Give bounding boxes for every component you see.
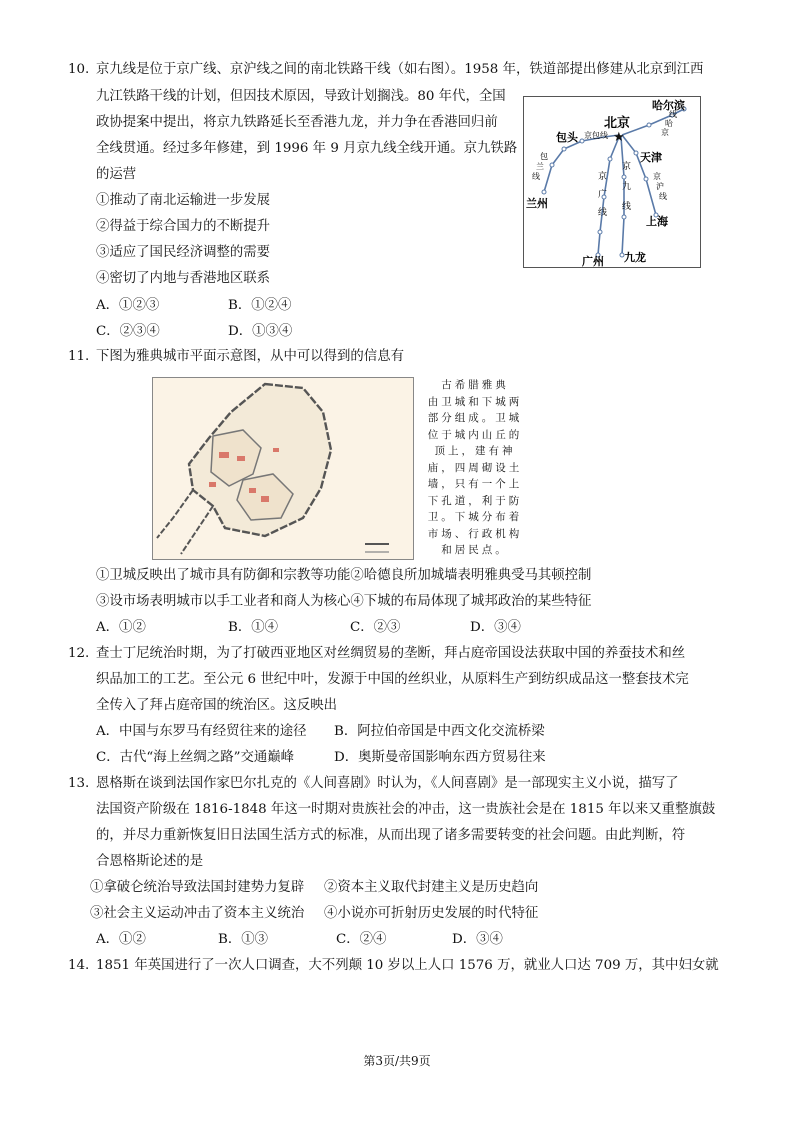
q10-option-b[interactable]: B．①②④ bbox=[228, 298, 292, 313]
athens-note: 由卫城和下城两 bbox=[427, 395, 523, 408]
label-jingguang-line: 线 bbox=[598, 208, 608, 218]
label-baolan-line: 兰 bbox=[536, 162, 544, 171]
label-baolan-line: 包 bbox=[540, 152, 548, 161]
q12-option-d[interactable]: D．奥斯曼帝国影响东西方贸易往来 bbox=[334, 750, 546, 765]
athens-note: 墙，只有一个上 bbox=[427, 478, 523, 490]
label-shanghai: 上海 bbox=[646, 215, 668, 228]
athens-note: 部分组成。卫城 bbox=[427, 412, 523, 424]
beijing-star: ★ bbox=[613, 130, 625, 145]
label-jingjiu-line: 京 bbox=[622, 162, 632, 172]
athens-note: 庙，四周砌设土 bbox=[427, 461, 523, 474]
label-jingha-line: 京 bbox=[661, 128, 669, 137]
q11-option-d[interactable]: D．③④ bbox=[470, 620, 521, 635]
label-beijing: 北京 bbox=[604, 116, 631, 131]
question-number: 13. bbox=[68, 776, 90, 791]
label-jiulong: 九龙 bbox=[624, 251, 646, 264]
q13-stem-line: 法国资产阶级在 1816-1848 年这一时期对贵族社会的冲击，这一贵族社会是在 1815 年以来又重整旗鼓 bbox=[96, 802, 716, 817]
label-jingjiu-line: 九 bbox=[622, 182, 632, 192]
q10-option-a[interactable]: A．①②③ bbox=[96, 298, 160, 313]
athens-note: 卫。下城分布着 bbox=[427, 511, 523, 523]
label-jingguang-line: 广 bbox=[598, 190, 608, 200]
q12-option-b[interactable]: B．阿拉伯帝国是中西文化交流桥梁 bbox=[334, 724, 545, 739]
q12-option-c[interactable]: C．古代“海上丝绸之路”交通巅峰 bbox=[96, 750, 295, 765]
q12-stem-line: 织品加工的工艺。至公元 6 世纪中叶，发源于中国的丝织业，从原料生产到纺织成品这一整套技术完 bbox=[96, 672, 689, 687]
q12-stem-line: 查士丁尼统治时期，为了打破西亚地区对丝绸贸易的垄断，拜占庭帝国设法获取中国的养蚕技术和丝 bbox=[96, 646, 686, 661]
q11-option-a[interactable]: A．①② bbox=[96, 620, 146, 635]
athens-note: 顶上，建有神 bbox=[434, 445, 516, 457]
label-jingha-line: 哈 bbox=[665, 119, 673, 128]
q12-option-a[interactable]: A．中国与东罗马有经贸往来的途径 bbox=[96, 724, 307, 739]
q10-item: ④密切了内地与香港地区联系 bbox=[96, 271, 271, 286]
q10-stem-line: 九江铁路干线的计划，但因技术原因，导致计划搁浅。80 年代，全国 bbox=[96, 89, 506, 104]
q11-item: ③设市场表明城市以手工业者和商人为核心④下城的布局体现了城邦政治的某些特征 bbox=[96, 594, 592, 609]
question-number: 12. bbox=[68, 646, 90, 661]
question-number: 11. bbox=[68, 349, 90, 364]
q13-stem-line: 的，并尽力重新恢复旧日法国生活方式的标准，从而出现了诸多需要转变的社会问题。由此判断，符 bbox=[96, 828, 686, 843]
q10-item: ③适应了国民经济调整的需要 bbox=[96, 245, 271, 260]
label-jingguang-line: 京 bbox=[598, 172, 608, 182]
q14-stem-line: 1851 年英国进行了一次人口调查，大不列颠 10 岁以上人口 1576 万，就业人口达 709 万，其中妇女就 bbox=[96, 958, 719, 973]
q11-option-c[interactable]: C．②③ bbox=[350, 620, 401, 635]
railway-map bbox=[523, 96, 701, 268]
q10-item: ①推动了南北运输进一步发展 bbox=[96, 193, 271, 208]
q10-option-c[interactable]: C．②③④ bbox=[96, 324, 160, 339]
q10-stem-line: 的运营 bbox=[96, 167, 137, 182]
q10-stem-line: 全线贯通。经过多年修建，到 1996 年 9 月京九线全线开通。京九铁路 bbox=[96, 141, 518, 156]
label-tianjin: 天津 bbox=[640, 151, 662, 164]
label-guangzhou: 广州 bbox=[582, 255, 604, 267]
label-jinghu-line: 沪 bbox=[656, 182, 664, 191]
q13-option-a[interactable]: A．①② bbox=[96, 932, 146, 947]
label-jingjiu-line: 线 bbox=[622, 202, 632, 212]
q12-stem-line: 全传入了拜占庭帝国的统治区。这反映出 bbox=[96, 698, 338, 713]
label-jinghu-line: 京 bbox=[653, 172, 661, 181]
q11-option-b[interactable]: B．①④ bbox=[228, 620, 279, 635]
q11-stem: 下图为雅典城市平面示意图，从中可以得到的信息有 bbox=[96, 349, 404, 364]
q13-stem-line: 恩格斯在谈到法国作家巴尔扎克的《人间喜剧》时认为，《人间喜剧》是一部现实主义小说，描写了 bbox=[96, 776, 679, 791]
question-number: 10. bbox=[68, 62, 90, 77]
q11-item: ①卫城反映出了城市具有防御和宗教等功能②哈德良所加城墙表明雅典受马其顿控制 bbox=[96, 568, 592, 583]
q13-option-c[interactable]: C．②④ bbox=[336, 932, 387, 947]
label-baolan-line: 线 bbox=[532, 172, 540, 181]
label-jinghu-line: 线 bbox=[659, 192, 667, 201]
q10-stem-line: 京九线是位于京广线、京沪线之间的南北铁路干线（如右图）。1958 年，铁道部提出修建从北京到江西 bbox=[96, 62, 704, 77]
q10-stem-line: 政协提案中提出，将京九铁路延长至香港九龙，并力争在香港回归前 bbox=[96, 115, 498, 130]
q13-option-b[interactable]: B．①③ bbox=[218, 932, 269, 947]
q10-item: ②得益于综合国力的不断提升 bbox=[96, 219, 271, 234]
label-baotou: 包头 bbox=[556, 131, 578, 144]
q13-item: ③社会主义运动冲击了资本主义统治 bbox=[90, 906, 305, 921]
athens-city-plan-map bbox=[152, 377, 414, 560]
label-harbin: 哈尔滨 bbox=[652, 99, 685, 112]
q10-option-d[interactable]: D．①③④ bbox=[228, 324, 293, 339]
athens-note: 市场、行政机构 bbox=[427, 527, 523, 540]
label-lanzhou: 兰州 bbox=[526, 197, 548, 210]
athens-note: 下孔道，利于防 bbox=[427, 494, 523, 507]
athens-note: 和居民点。 bbox=[441, 544, 509, 556]
q13-option-d[interactable]: D．③④ bbox=[452, 932, 503, 947]
label-jingha-line: 线 bbox=[669, 110, 677, 119]
q13-stem-line: 合恩格斯论述的是 bbox=[96, 854, 204, 869]
q13-item: ②资本主义取代封建主义是历史趋向 bbox=[324, 880, 539, 895]
question-number: 14. bbox=[68, 958, 90, 973]
athens-note: 位于城内山丘的 bbox=[427, 428, 523, 441]
label-jingbao: 京包线 bbox=[584, 131, 608, 140]
athens-note: 古希腊雅典 bbox=[441, 379, 509, 391]
page-footer: 第3页/共9页 bbox=[363, 1054, 431, 1068]
q13-item: ①拿破仑统治导致法国封建势力复辟 bbox=[90, 880, 305, 895]
q13-item: ④小说亦可折射历史发展的时代特征 bbox=[324, 906, 539, 921]
